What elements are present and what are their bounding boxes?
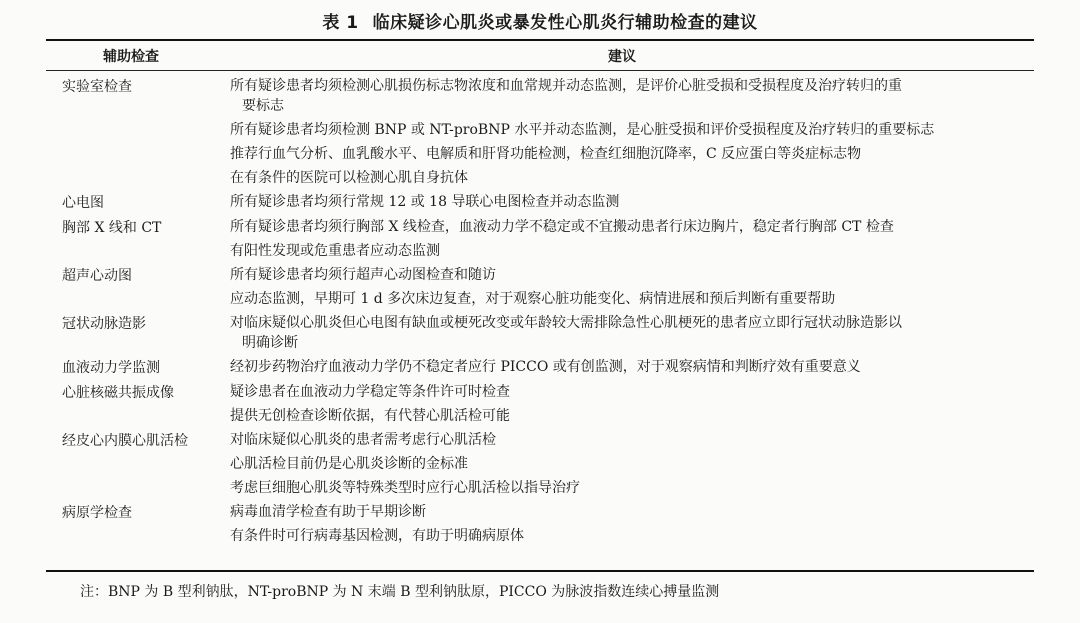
recommendation-text: 所有疑诊患者均须检测 BNP 或 NT-proBNP 水平并动态监测，是心脏受损和评价受损程度及治疗转归的重要标志 (230, 122, 935, 138)
row-recommendations (230, 74, 1022, 190)
recommendation-item (230, 428, 1020, 452)
row-category: 心脏核磁共振成像 (62, 385, 174, 401)
recommendation-item (230, 524, 1020, 548)
recommendation-item (230, 404, 1020, 428)
table-caption: 临床疑诊心肌炎或暴发性心肌炎行辅助检查的建议 (372, 13, 758, 33)
table-row (62, 215, 1022, 263)
recommendation-text: 所有疑诊患者均须行超声心动图检查和随访 (230, 267, 496, 283)
recommendation-item (230, 215, 1020, 239)
row-category: 超声心动图 (62, 268, 132, 284)
recommendation-item (230, 287, 1020, 311)
recommendation-text: 考虑巨细胞心肌炎等特殊类型时应行心肌活检以指导治疗 (230, 480, 580, 496)
table-title (0, 8, 1080, 33)
recommendation-item (230, 118, 1020, 142)
recommendation-text: 病毒血清学检查有助于早期诊断 (230, 504, 426, 520)
table-body (62, 74, 1022, 548)
row-category: 实验室检查 (62, 79, 132, 95)
recommendation-item (230, 476, 1020, 500)
table-row (62, 263, 1022, 311)
table-row (62, 311, 1022, 355)
recommendation-text: 所有疑诊患者均须行常规 12 或 18 导联心电图检查并动态监测 (230, 194, 620, 210)
recommendation-item (230, 311, 1020, 355)
recommendation-text: 应动态监测，早期可 1 d 多次床边复查，对于观察心脏功能变化、病情进展和预后判断有重要帮助 (230, 291, 836, 307)
recommendation-text: 对临床疑似心肌炎的患者需考虑行心肌活检 (230, 432, 496, 448)
row-recommendations (230, 500, 1022, 548)
recommendation-item (230, 190, 1020, 214)
recommendation-item (230, 166, 1020, 190)
recommendation-text: 在有条件的医院可以检测心肌自身抗体 (230, 170, 468, 186)
table-header-rule (46, 70, 1034, 71)
recommendation-item (230, 452, 1020, 476)
table-bottom-rule (46, 570, 1034, 572)
row-category: 病原学检查 (62, 505, 132, 521)
header-recommendation: 建议 (608, 49, 636, 65)
table-row (62, 190, 1022, 215)
row-recommendations (230, 190, 1022, 214)
row-category: 胸部 X 线和 CT (62, 220, 162, 236)
table-row (62, 355, 1022, 380)
recommendation-text: 提供无创检查诊断依据，有代替心肌活检可能 (230, 408, 510, 424)
row-category: 心电图 (62, 195, 104, 211)
recommendation-text: 疑诊患者在血液动力学稳定等条件许可时检查 (230, 384, 510, 400)
recommendation-text: 有条件时可行病毒基因检测，有助于明确病原体 (230, 528, 524, 544)
recommendation-text: 所有疑诊患者均须行胸部 X 线检查，血液动力学不稳定或不宜搬动患者行床边胸片，稳定者行胸部 CT 检查 (230, 219, 894, 235)
row-recommendations (230, 355, 1022, 379)
recommendation-text: 所有疑诊患者均须检测心肌损伤标志物浓度和血常规并动态监测，是评价心脏受损和受损程度及治疗转归的重 (230, 78, 902, 94)
recommendation-text-continued: 明确诊断 (242, 335, 298, 351)
recommendation-item (230, 500, 1020, 524)
recommendation-item (230, 74, 1020, 118)
recommendation-item (230, 355, 1020, 379)
recommendation-text: 经初步药物治疗血液动力学仍不稳定者应行 PICCO 或有创监测，对于观察病情和判断疗效有重要意义 (230, 359, 861, 375)
recommendation-text-continued: 要标志 (242, 98, 284, 114)
table-row (62, 380, 1022, 428)
table-row (62, 428, 1022, 500)
recommendation-text: 推荐行血气分析、血乳酸水平、电解质和肝肾功能检测，检查红细胞沉降率，C 反应蛋白等炎症标志物 (230, 146, 862, 162)
recommendation-item (230, 239, 1020, 263)
row-category: 经皮心内膜心肌活检 (62, 433, 188, 449)
row-category: 血液动力学监测 (62, 360, 160, 376)
table-footnote: 注：BNP 为 B 型利钠肽，NT-proBNP 为 N 末端 B 型利钠肽原，PICCO 为脉波指数连续心搏量监测 (80, 584, 720, 600)
table-label: 表 1 (322, 13, 359, 33)
row-recommendations (230, 215, 1022, 263)
row-recommendations (230, 380, 1022, 428)
table-row (62, 74, 1022, 190)
table-row (62, 500, 1022, 548)
row-recommendations (230, 311, 1022, 355)
row-recommendations (230, 428, 1022, 500)
header-auxiliary-exam: 辅助检查 (103, 49, 159, 65)
recommendation-item (230, 263, 1020, 287)
recommendation-item (230, 142, 1020, 166)
recommendation-text: 心肌活检目前仍是心肌炎诊断的金标准 (230, 456, 468, 472)
recommendation-text: 有阳性发现或危重患者应动态监测 (230, 243, 440, 259)
recommendation-item (230, 380, 1020, 404)
recommendation-text: 对临床疑似心肌炎但心电图有缺血或梗死改变或年龄较大需排除急性心肌梗死的患者应立即行冠状动脉造影以 (230, 315, 902, 331)
table-top-rule (46, 39, 1034, 41)
row-category: 冠状动脉造影 (62, 316, 146, 332)
row-recommendations (230, 263, 1022, 311)
